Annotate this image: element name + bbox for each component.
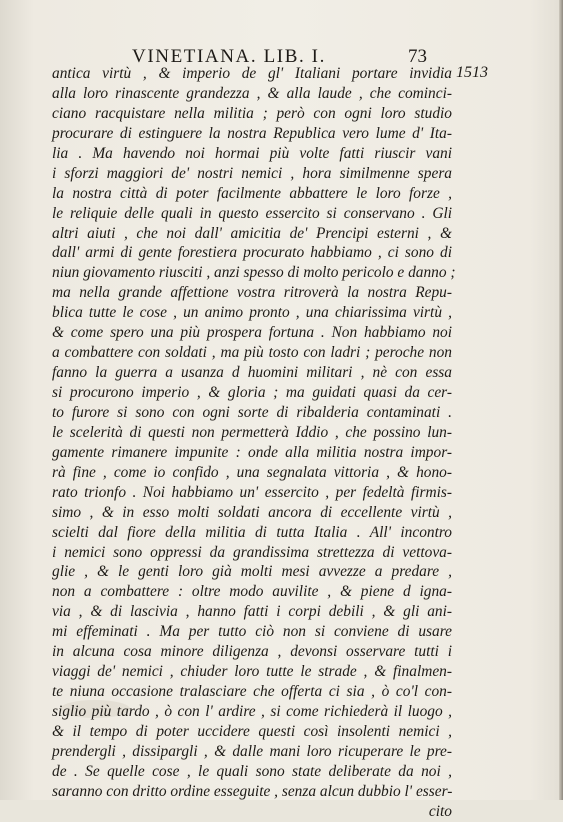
text-line: rato trionfo . Noi habbiamo un' essercito , per fedeltà firmis- [52, 483, 452, 501]
text-line: altri aiuti , che noi dall' amicitia de' Prencipi esterni , & [52, 224, 452, 242]
text-line: & come spero una più prospera fortuna . Non habbiamo noi [52, 324, 452, 342]
text-line: ma nella grande affettione vostra ritroverà la nostra Repu- [52, 284, 452, 302]
text-line: la nostra città di poter facilmente abbattere le loro forze , [52, 184, 452, 202]
text-line: in alcuna cosa minore diligenza , devonsi osservare tutti i [52, 643, 452, 661]
text-line: te niuna occasione tralasciare che offerta ci sia , ò co'l con- [52, 683, 452, 701]
text-line: ciano racquistare nella militia ; però con ogni loro studio [52, 104, 452, 122]
text-line: glie , & le genti loro già molti mesi avvezze a predare , [52, 563, 452, 581]
marginal-year-note: 1513 [456, 64, 488, 81]
text-line: saranno con dritto ordine esseguite , senza alcun dubbio l' esser- [52, 782, 453, 800]
text-line: alla loro rinascente grandezza , & alla laude , che cominci- [52, 84, 452, 102]
text-line: dall' armi di gente forestiera procurato habbiamo , ci sono di [52, 244, 452, 262]
text-line: le scelerità di questi non permetterà Iddio , che possino lun- [52, 423, 452, 441]
text-line: to furore si sono con ogni sorte di ribalderia contaminati . [52, 403, 452, 421]
text-line: i nemici sono oppressi da grandissima strettezza di vettova- [52, 543, 452, 561]
text-line: viaggi de' nemici , chiuder loro tutte le strade , & finalmen- [52, 663, 452, 681]
text-line: & il tempo di poter uccidere questi così insolenti nemici , [52, 722, 452, 740]
text-line: non a combattere : oltre modo auvilite , & piene d igna- [52, 583, 452, 601]
text-line: gamente rimanere impunite : onde alla militia nostra impor- [52, 443, 452, 461]
text-line: siglio più tardo , ò con l' ardire , si come richiederà il luogo , [52, 703, 452, 720]
text-line: scielti dal fiore della militia di tutta Italia . All' incontro [52, 523, 452, 541]
text-line: mi effeminati . Ma per tutto ciò non si conviene di usare [52, 623, 452, 641]
page-edge-shadow [559, 0, 563, 800]
text-line: niun giovamento riusciti , anzi spesso di molto pericolo e danno ; [52, 264, 456, 282]
text-line: lia . Ma havendo noi hormai più volte fatti riuscir vani [52, 144, 452, 162]
text-line: blica tutte le cose , un animo pronto , una chiarissima virtù , [52, 304, 452, 322]
header-title: VINETIANA. LIB. I. [132, 46, 326, 67]
text-line: si procurono imperio , & gloria ; ma guidati quasi da cer- [52, 384, 452, 401]
text-line: a combattere con soldati , ma più tosto con ladri ; peroche non [52, 344, 452, 362]
text-line: procurare di estinguere la nostra Republica vero lume d' Ita- [52, 124, 452, 142]
text-line: de . Se quelle cose , le quali sono state deliberate da noi , [52, 762, 452, 780]
text-line: fanno la guerra a usanza d huomini militari , nè con essa [52, 364, 452, 382]
catchword: cito [428, 802, 452, 820]
text-line: le reliquie delle quali in questo essercito si conservano . Gli [52, 204, 452, 222]
text-line: simo , & in esso molti soldati ancora di eccellente virtù , [52, 503, 452, 521]
text-line: prendergli , dissipargli , & dalle mani loro ricuperare le pre- [52, 742, 452, 760]
text-line: via , & di lascivia , hanno fatti i corpi debili , & gli ani- [52, 603, 452, 621]
page-number: 73 [408, 46, 427, 67]
text-line: antica virtù , & imperio de gl' Italiani portare invidia [52, 65, 452, 82]
text-line: rà fine , come io confido , una segnalata vittoria , & hono- [52, 463, 452, 481]
text-line: i sforzi maggiori de' nostri nemici , hora similmenne spera [52, 164, 452, 182]
body-text [52, 64, 456, 822]
